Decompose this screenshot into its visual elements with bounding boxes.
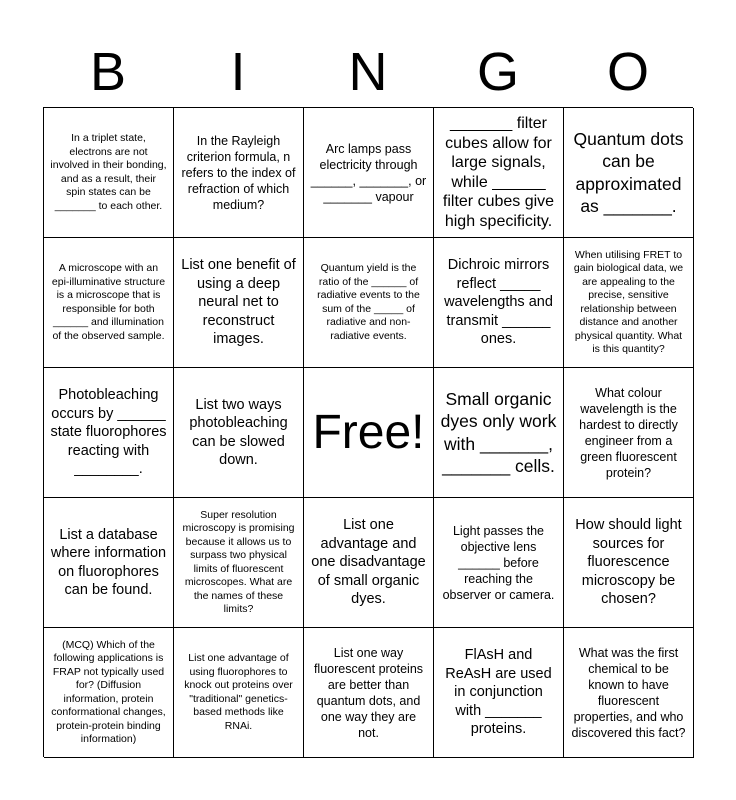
cell-text: Quantum dots can be approximated as _______. bbox=[573, 128, 684, 216]
bingo-cell[interactable] bbox=[564, 628, 694, 758]
bingo-cell[interactable] bbox=[434, 238, 564, 368]
header-letter-o: O bbox=[606, 42, 649, 102]
bingo-cell[interactable] bbox=[434, 368, 564, 498]
bingo-cell[interactable] bbox=[44, 498, 174, 628]
header-letter-i: I bbox=[230, 42, 246, 102]
cell-text: Arc lamps pass electricity through ______, _______, or _______ vapour bbox=[310, 141, 427, 204]
bingo-cell[interactable] bbox=[44, 368, 174, 498]
cell-text: _______ filter cubes allow for large signals, while ______ filter cubes give high specificity. bbox=[442, 115, 555, 230]
bingo-cell[interactable] bbox=[304, 498, 434, 628]
bingo-grid bbox=[43, 107, 693, 757]
cell-text: How should light sources for fluorescence microscopy be chosen? bbox=[575, 517, 682, 608]
free-space-text: Free! bbox=[312, 405, 425, 459]
cell-text: List two ways photobleaching can be slowed down. bbox=[189, 396, 288, 468]
bingo-cell[interactable] bbox=[564, 368, 694, 498]
bingo-cell[interactable] bbox=[44, 628, 174, 758]
cell-text: Light passes the objective lens ______ before reaching the observer or camera. bbox=[442, 523, 555, 602]
cell-text: Dichroic mirrors reflect _____ wavelengths and transmit ______ ones. bbox=[444, 257, 553, 348]
cell-text: Quantum yield is the ratio of the ______ of radiative events to the sum of the _____ of radiative and non-radiative events. bbox=[317, 262, 420, 342]
cell-text: A microscope with an epi-illuminative structure is a microscope that is responsible for both ______ and illumination of the observed sample. bbox=[51, 262, 166, 342]
cell-text: Super resolution microscopy is promising because it allows us to surpass two physical limits of fluorescent microscopes. What are the names of these limits? bbox=[182, 508, 295, 615]
free-space-cell[interactable] bbox=[304, 368, 434, 498]
cell-text: What colour wavelength is the hardest to directly engineer from a green fluorescent protein? bbox=[579, 385, 678, 480]
bingo-header bbox=[43, 40, 693, 104]
bingo-cell[interactable] bbox=[304, 628, 434, 758]
cell-text: List a database where information on fluorophores can be found. bbox=[50, 526, 167, 598]
bingo-cell[interactable] bbox=[304, 108, 434, 238]
header-letter-g: G bbox=[476, 42, 519, 102]
cell-text: List one benefit of using a deep neural net to reconstruct images. bbox=[181, 257, 296, 348]
bingo-cell[interactable] bbox=[434, 628, 564, 758]
header-letter-b: B bbox=[89, 42, 127, 102]
bingo-cell[interactable] bbox=[434, 498, 564, 628]
bingo-cell[interactable] bbox=[174, 238, 304, 368]
bingo-cell[interactable] bbox=[174, 368, 304, 498]
cell-text: Photobleaching occurs by ______ state fluorophores reacting with ________. bbox=[50, 387, 167, 478]
cell-text: When utilising FRET to gain biological data, we are appealing to the precise, sensitive relationship between distance and another physical quantity. What is this quantity? bbox=[573, 248, 684, 355]
bingo-cell[interactable] bbox=[174, 498, 304, 628]
cell-text: List one way fluorescent proteins are better than quantum dots, and one way they are not. bbox=[313, 645, 424, 740]
bingo-cell[interactable] bbox=[434, 108, 564, 238]
cell-text: In a triplet state, electrons are not involved in their bonding, and as a result, their spin states can be _______ to each other. bbox=[50, 132, 167, 212]
cell-text: List one advantage of using fluorophores to knock out proteins over "traditional" genetics-based methods like RNAi. bbox=[184, 652, 293, 732]
bingo-cell[interactable] bbox=[564, 498, 694, 628]
bingo-cell[interactable] bbox=[304, 238, 434, 368]
cell-text: What was the first chemical to be known to have fluorescent properties, and who discovered this fact? bbox=[571, 645, 686, 740]
bingo-cell[interactable] bbox=[174, 628, 304, 758]
cell-text: List one advantage and one disadvantage of small organic dyes. bbox=[311, 517, 426, 608]
cell-text: Small organic dyes only work with _______, _______ cells. bbox=[440, 388, 557, 476]
bingo-cell[interactable] bbox=[564, 238, 694, 368]
cell-text: In the Rayleigh criterion formula, n refers to the index of refraction of which medium? bbox=[181, 133, 296, 212]
header-letter-n: N bbox=[348, 42, 388, 102]
bingo-cell[interactable] bbox=[44, 238, 174, 368]
bingo-cell[interactable] bbox=[564, 108, 694, 238]
cell-text: (MCQ) Which of the following applications is FRAP not typically used for? (Diffusion information, protein conformational changes, protein-protein binding information) bbox=[51, 638, 166, 745]
bingo-cell[interactable] bbox=[174, 108, 304, 238]
cell-text: FlAsH and ReAsH are used in conjunction with _______ proteins. bbox=[445, 647, 552, 738]
bingo-cell[interactable] bbox=[44, 108, 174, 238]
